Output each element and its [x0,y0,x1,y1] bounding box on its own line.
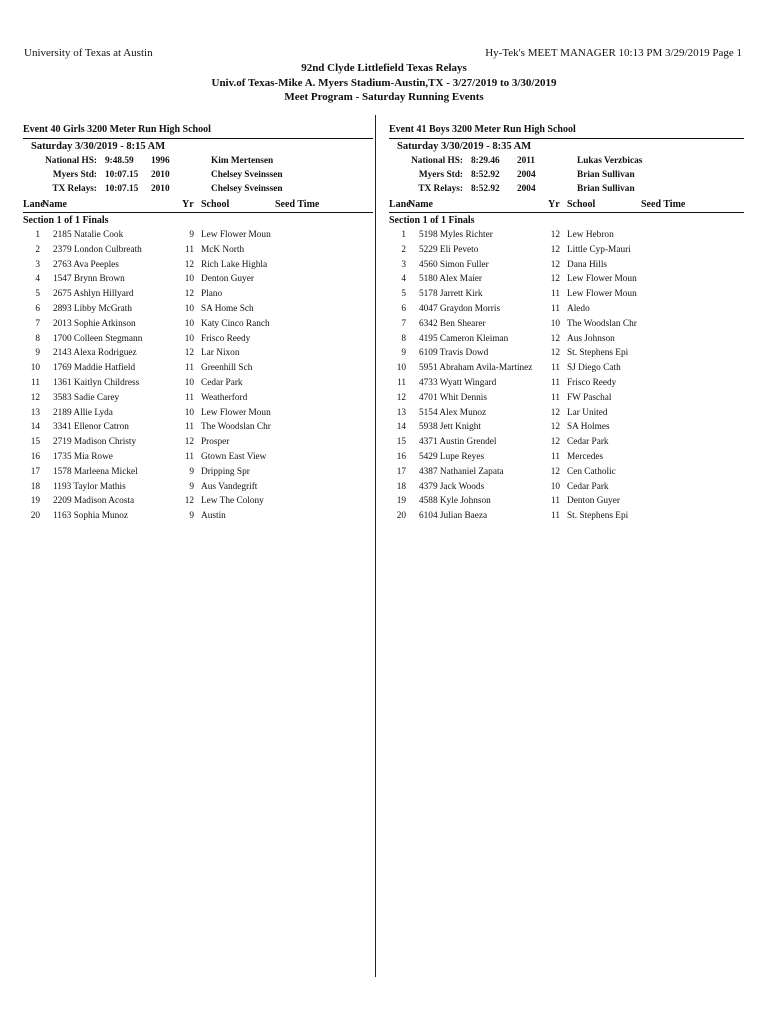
athlete-row [23,406,373,421]
athlete-name: 1578 Marleena Mickel [53,466,138,477]
athlete-row [389,272,744,287]
record-year: 2010 [151,170,170,180]
record-year: 1996 [151,156,170,166]
athlete-name: 5180 Alex Maier [419,274,482,285]
athlete-school: Plano [201,289,223,300]
athlete-name: 4195 Cameron Kleiman [419,333,509,344]
athlete-school: Gtown East View [201,451,267,462]
record-time: 10:07.15 [105,170,139,180]
athlete-lane: 1 [35,230,40,240]
athlete-year: 12 [550,244,560,255]
event-datetime: Saturday 3/30/2019 - 8:15 AM [31,141,166,152]
athlete-row [389,420,744,435]
athlete-lane: 10 [30,363,40,374]
athlete-lane: 18 [30,481,40,492]
athlete-name: 5429 Lupe Reyes [419,451,485,462]
athlete-school: Rich Lake Highla [201,259,268,270]
athlete-year: 11 [185,363,194,374]
header-yr: Yr [182,199,194,210]
athlete-lane: 1 [401,230,406,240]
athlete-name: 5154 Alex Munoz [419,407,487,418]
record-year: 2010 [151,184,170,194]
athlete-school: Lew Flower Moun [201,230,271,240]
athlete-school: Little Cyp-Mauri [567,244,631,255]
athlete-name: 4371 Austin Grendel [419,437,497,448]
athlete-lane: 11 [31,377,40,388]
athlete-lane: 8 [35,333,40,344]
athlete-row [389,258,744,273]
athlete-name: 2719 Madison Christy [53,437,137,448]
header-yr: Yr [548,199,560,210]
athlete-row [23,465,373,480]
event-title: Event 41 Boys 3200 Meter Run High School [389,123,744,139]
athlete-year: 11 [185,422,194,433]
athlete-year: 10 [184,333,194,344]
athlete-row [23,361,373,376]
athlete-year: 12 [550,422,560,433]
athlete-year: 11 [551,303,560,314]
athlete-name: 5229 Eli Peveto [419,244,479,255]
record-label: Myers Std: [418,170,463,180]
athlete-school: Dripping Spr [201,466,250,477]
athlete-row [389,494,744,509]
athlete-year: 12 [184,437,194,448]
record-holder: Kim Mertensen [211,156,274,166]
athlete-year: 11 [551,363,560,374]
record-row [23,168,373,182]
athlete-name: 4701 Whit Dennis [419,392,488,403]
athlete-school: Lew Flower Moun [201,407,271,418]
header-name: Name [408,199,433,210]
athlete-lane: 17 [396,466,406,477]
athlete-lane: 11 [397,377,406,388]
athlete-year: 11 [185,451,194,462]
athlete-year: 12 [184,259,194,270]
athlete-name: 1193 Taylor Mathis [53,481,126,492]
athlete-row [389,302,744,317]
athlete-school: Mercedes [567,451,604,462]
athlete-lane: 16 [30,451,40,462]
athlete-lane: 6 [35,303,40,314]
record-holder: Brian Sullivan [577,170,635,180]
athlete-lane: 15 [30,437,40,448]
athlete-row [389,509,744,524]
athlete-year: 11 [551,289,560,300]
athlete-lane: 3 [35,259,40,270]
athlete-row [23,480,373,495]
athlete-lane: 17 [30,466,40,477]
athlete-school: SJ Diego Cath [567,363,621,374]
athlete-school: Aus Vandegrift [201,481,258,492]
athlete-row [23,272,373,287]
athlete-lane: 20 [396,511,406,522]
athlete-row [389,346,744,361]
athlete-name: 2893 Libby McGrath [53,303,133,314]
header-school: School [201,199,230,210]
athlete-school: St. Stephens Epi [567,348,629,359]
record-time: 8:29.46 [471,156,500,166]
athlete-row [23,346,373,361]
athlete-lane: 6 [401,303,406,314]
athlete-year: 12 [550,348,560,359]
athlete-school: Denton Guyer [567,496,620,507]
athlete-school: Dana Hills [567,259,608,270]
record-year: 2004 [517,184,536,194]
record-time: 9:48.59 [105,156,134,166]
athlete-school: Prosper [201,437,230,448]
athlete-school: Katy Cinco Ranch [201,318,270,329]
athlete-name: 5938 Jett Knight [419,422,481,433]
athlete-name: 3341 Ellenor Catron [53,422,129,433]
header-seed-time: Seed Time [275,199,320,210]
athlete-lane: 9 [35,348,40,359]
athlete-year: 12 [550,274,560,285]
event-datetime: Saturday 3/30/2019 - 8:35 AM [397,141,532,152]
athlete-row [389,391,744,406]
athlete-school: Cedar Park [201,377,243,388]
athlete-lane: 13 [396,407,406,418]
record-row [389,154,744,168]
meet-title-block [0,61,768,105]
athlete-row [389,435,744,450]
athlete-year: 10 [550,318,560,329]
athlete-name: 6104 Julian Baeza [419,511,488,522]
athlete-lane: 7 [35,318,40,329]
athlete-year: 12 [184,348,194,359]
record-label: National HS: [45,156,97,166]
meet-title: 92nd Clyde Littlefield Texas Relays [301,62,467,74]
athlete-lane: 12 [396,392,406,403]
header-seed-time: Seed Time [641,199,686,210]
event-title: Event 40 Girls 3200 Meter Run High School [23,123,373,139]
athlete-year: 12 [550,230,560,240]
athlete-lane: 3 [401,259,406,270]
athlete-school: Aledo [567,303,590,314]
event-41-column [389,123,744,524]
athlete-school: Austin [201,511,226,522]
athlete-name: 1700 Colleen Stegmann [53,333,143,344]
athlete-name: 2143 Alexa Rodriguez [53,348,137,359]
athlete-school: Greenhill Sch [201,363,253,374]
athlete-lane: 20 [30,511,40,522]
athlete-name: 5198 Myles Richter [419,230,493,240]
section-heading: Section 1 of 1 Finals [389,215,475,226]
athlete-name: 6342 Ben Shearer [419,318,486,329]
athlete-school: FW Paschal [567,392,612,403]
athlete-name: 5951 Abraham Avila-Martinez [419,363,533,374]
athlete-name: 1769 Maddie Hatfield [53,363,136,374]
athlete-name: 2675 Ashlyn Hillyard [53,289,134,300]
record-row [389,182,744,196]
athlete-name: 4588 Kyle Johnson [419,496,491,507]
record-holder: Lukas Verzbicas [577,156,643,166]
record-time: 8:52.92 [471,184,500,194]
athlete-year: 9 [189,481,194,492]
athlete-lane: 5 [401,289,406,300]
meet-program-subtitle: Meet Program - Saturday Running Events [284,91,484,103]
athlete-lane: 16 [396,451,406,462]
athlete-row [23,376,373,391]
athlete-row [23,228,373,243]
header-lane: Lane [389,199,411,210]
athlete-year: 10 [184,303,194,314]
athlete-school: Cen Catholic [567,466,616,477]
athlete-name: 3583 Sadie Carey [53,392,120,403]
athlete-lane: 8 [401,333,406,344]
athlete-name: 2189 Allie Lyda [53,407,113,418]
athlete-school: Frisco Reedy [567,377,617,388]
athlete-row [389,465,744,480]
athlete-lane: 4 [401,274,406,285]
event-40-column [23,123,373,524]
athlete-school: Weatherford [201,392,248,403]
record-time: 10:07.15 [105,184,139,194]
org-name: University of Texas at Austin [24,47,153,59]
record-holder: Chelsey Sveinssen [211,170,283,180]
record-holder: Brian Sullivan [577,184,635,194]
software-timestamp-line: Hy-Tek's MEET MANAGER 10:13 PM 3/29/2019 Page 1 [485,47,742,59]
athlete-name: 4733 Wyatt Wingard [419,377,497,388]
record-holder: Chelsey Sveinssen [211,184,283,194]
athlete-year: 10 [550,481,560,492]
header-name: Name [42,199,67,210]
athlete-school: Lar United [567,407,608,418]
athlete-school: Lew Flower Moun [567,289,637,300]
athlete-row [23,302,373,317]
record-row [23,154,373,168]
athlete-name: 2013 Sophie Atkinson [53,318,136,329]
athlete-name: 1547 Brynn Brown [53,274,125,285]
athlete-row [389,228,744,243]
athlete-year: 10 [184,274,194,285]
record-label: National HS: [411,156,463,166]
athlete-row [389,480,744,495]
record-label: TX Relays: [52,184,97,194]
athlete-row [389,450,744,465]
athlete-year: 9 [189,230,194,240]
column-header-row [389,197,744,213]
athlete-school: Lew Flower Moun [567,274,637,285]
athlete-school: McK North [201,244,245,255]
athlete-year: 12 [550,259,560,270]
athlete-row [23,332,373,347]
athlete-school: Lar Nixon [201,348,240,359]
athlete-school: Frisco Reedy [201,333,251,344]
athlete-year: 12 [550,407,560,418]
athlete-lane: 10 [396,363,406,374]
athlete-row [23,494,373,509]
athlete-year: 12 [550,437,560,448]
athlete-name: 4047 Graydon Morris [419,303,501,314]
record-label: TX Relays: [418,184,463,194]
athlete-school: Aus Johnson [567,333,615,344]
athlete-lane: 9 [401,348,406,359]
athlete-year: 10 [184,407,194,418]
athlete-lane: 14 [396,422,406,433]
athlete-row [23,450,373,465]
athlete-school: Lew The Colony [201,496,264,507]
athlete-name: 2763 Ava Peeples [53,259,119,270]
athlete-row [23,287,373,302]
athlete-school: Cedar Park [567,437,609,448]
athlete-school: The Woodslan Chr [567,318,637,329]
athlete-row [389,317,744,332]
athlete-row [23,391,373,406]
athlete-year: 11 [551,377,560,388]
athlete-school: SA Holmes [567,422,610,433]
athlete-name: 2209 Madison Acosta [53,496,135,507]
athlete-row [389,287,744,302]
athlete-school: Cedar Park [567,481,609,492]
athlete-row [389,376,744,391]
athlete-name: 4560 Simon Fuller [419,259,489,270]
athlete-lane: 4 [35,274,40,285]
athlete-school: The Woodslan Chr [201,422,271,433]
athlete-year: 12 [550,333,560,344]
header-school: School [567,199,596,210]
athlete-year: 12 [184,289,194,300]
athlete-lane: 19 [30,496,40,507]
athlete-year: 11 [551,451,560,462]
athlete-name: 1735 Mia Rowe [53,451,113,462]
record-year: 2011 [517,156,536,166]
athlete-lane: 15 [396,437,406,448]
athlete-name: 2185 Natalie Cook [53,230,124,240]
header-lane: Lane [23,199,45,210]
athlete-school: Lew Hebron [567,230,614,240]
athlete-year: 12 [184,496,194,507]
athlete-year: 11 [551,496,560,507]
athlete-year: 10 [184,318,194,329]
athlete-lane: 14 [30,422,40,433]
athlete-row [23,509,373,524]
athlete-row [23,317,373,332]
athlete-year: 11 [551,511,560,522]
athlete-school: St. Stephens Epi [567,511,629,522]
record-year: 2004 [517,170,536,180]
athlete-year: 12 [550,466,560,477]
athlete-row [389,361,744,376]
athlete-row [23,258,373,273]
column-divider [375,115,376,977]
meet-venue-dates: Univ.of Texas-Mike A. Myers Stadium-Austin,TX - 3/27/2019 to 3/30/2019 [211,76,557,89]
section-heading: Section 1 of 1 Finals [23,215,109,226]
athlete-row [23,420,373,435]
athlete-lane: 19 [396,496,406,507]
athlete-lane: 18 [396,481,406,492]
athlete-year: 9 [189,466,194,477]
athlete-lane: 13 [30,407,40,418]
athlete-school: Denton Guyer [201,274,254,285]
athlete-row [389,406,744,421]
athlete-year: 11 [185,244,194,255]
record-row [389,168,744,182]
athlete-lane: 7 [401,318,406,329]
athlete-name: 1361 Kaitlyn Childress [53,377,140,388]
athlete-name: 5178 Jarrett Kirk [419,289,483,300]
column-header-row [23,197,373,213]
athlete-year: 11 [185,392,194,403]
athlete-school: SA Home Sch [201,303,254,314]
athlete-name: 1163 Sophia Munoz [53,511,129,522]
athlete-lane: 5 [35,289,40,300]
athlete-lane: 12 [30,392,40,403]
athlete-row [389,332,744,347]
athlete-name: 4387 Nathaniel Zapata [419,466,504,477]
athlete-year: 10 [184,377,194,388]
athlete-lane: 2 [35,244,40,255]
athlete-row [23,435,373,450]
athlete-row [389,243,744,258]
athlete-row [23,243,373,258]
record-row [23,182,373,196]
athlete-name: 4379 Jack Woods [419,481,485,492]
athlete-year: 11 [551,392,560,403]
record-time: 8:52.92 [471,170,500,180]
record-label: Myers Std: [52,170,97,180]
athlete-name: 2379 London Culbreath [53,244,142,255]
athlete-lane: 2 [401,244,406,255]
athlete-year: 9 [189,511,194,522]
athlete-name: 6109 Travis Dowd [419,348,489,359]
